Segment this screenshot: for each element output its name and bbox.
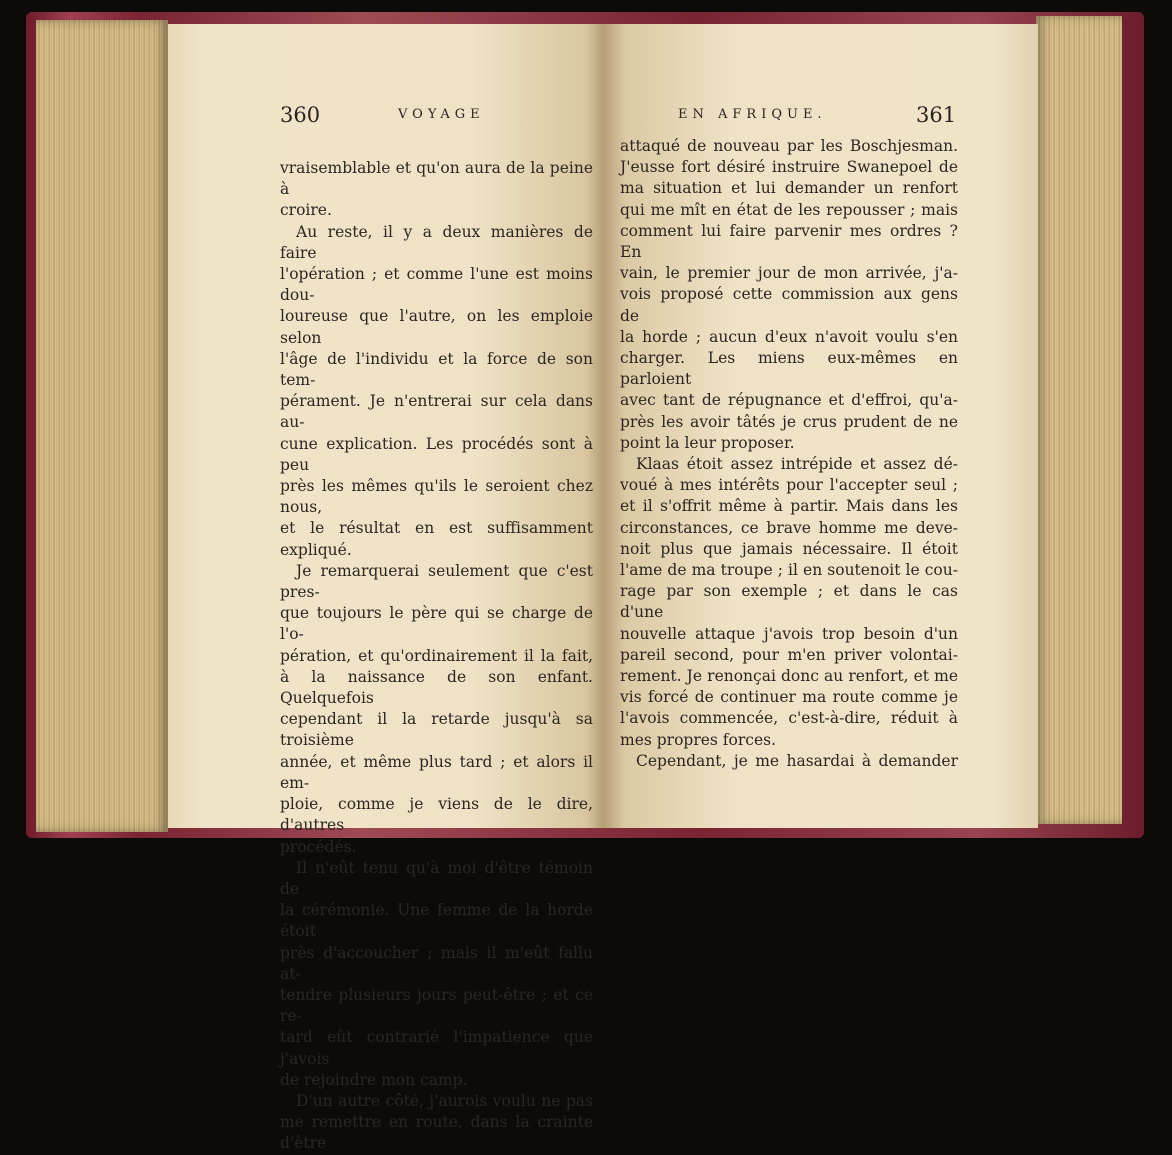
right-page-number: 361: [916, 103, 957, 127]
right-page-header: [620, 103, 958, 131]
text-line: pareil second, pour m'en priver volontai-: [620, 645, 958, 664]
text-line: D'un autre côté, j'aurois voulu ne pas: [296, 1091, 593, 1110]
text-line: procédés.: [280, 837, 357, 856]
text-line: et il s'offrit même à partir. Mais dans les: [620, 497, 958, 516]
text-line: qui me mît en état de les repousser ; mais: [620, 200, 958, 219]
text-line: tard eût contrarié l'impatience que j'avois: [280, 1028, 593, 1068]
text-line: l'avois commencée, c'est-à-dire, réduit à: [620, 709, 958, 728]
text-line: tendre plusieurs jours peut-être ; et ce re-: [280, 985, 593, 1026]
text-line: l'ame de ma troupe ; il en soutenoit le cou-: [620, 561, 958, 580]
text-line: vraisemblable et qu'on aura de la peine à: [280, 159, 593, 199]
text-line: comment lui faire parvenir mes ordres ? En: [620, 221, 958, 262]
text-line: Klaas étoit assez intrépide et assez dé-: [636, 455, 958, 474]
right-page-text: [620, 136, 958, 772]
text-line: point la leur proposer.: [620, 433, 795, 452]
right-page: [604, 24, 1038, 828]
text-line: l'âge de l'individu et la force de son tem-: [280, 349, 593, 390]
text-line: et le résultat en est suffisamment expliqué.: [280, 519, 593, 559]
text-line: nouvelle attaque j'avois trop besoin d'un: [620, 624, 958, 643]
text-line: pération, et qu'ordinairement il la fait,: [280, 646, 593, 665]
left-running-head: VOYAGE: [398, 107, 485, 122]
text-line: charger. Les miens eux-mêmes en parloient: [620, 349, 958, 389]
text-line: à la naissance de son enfant. Quelquefois: [280, 667, 593, 708]
text-line: vain, le premier jour de mon arrivée, j'a-: [620, 264, 958, 283]
text-line: rement. Je renonçai donc au renfort, et me: [620, 667, 958, 686]
text-line: loureuse que l'autre, on les emploie selon: [280, 307, 593, 347]
text-line: ploie, comme je viens de le dire, d'autres: [280, 795, 593, 835]
text-line: vois proposé cette commission aux gens de: [620, 285, 958, 325]
text-line: Au reste, il y a deux manières de faire: [280, 222, 593, 262]
text-line: de rejoindre mon camp.: [280, 1070, 468, 1089]
page-edges-left: [36, 20, 168, 832]
text-line: pérament. Je n'entrerai sur cela dans au-: [280, 392, 593, 432]
text-line: année, et même plus tard ; et alors il em-: [280, 752, 593, 792]
text-line: ma situation et lui demander un renfort: [620, 179, 958, 198]
left-page-number: 360: [280, 103, 321, 127]
text-line: vis forcé de continuer ma route comme je: [620, 688, 958, 707]
left-page: [168, 24, 604, 1153]
text-line: Il n'eût tenu qu'à moi d'être témoin de: [280, 858, 593, 898]
left-page-header: [280, 103, 580, 131]
text-line: Cependant, je me hasardai à demander: [636, 751, 958, 770]
text-line: que toujours le père qui se charge de l'o-: [280, 604, 593, 644]
text-line: avec tant de répugnance et d'effroi, qu'a-: [620, 391, 958, 410]
text-line: la cérémonie. Une femme de la horde étoit: [280, 901, 593, 941]
text-line: me remettre en route, dans la crainte d'être: [280, 1113, 593, 1153]
text-line: Je remarquerai seulement que c'est pres-: [280, 561, 593, 602]
left-page-text: [280, 158, 593, 1155]
text-line: près les avoir tâtés je crus prudent de ne: [620, 412, 958, 431]
text-line: rage par son exemple ; et dans le cas d'une: [620, 582, 958, 622]
text-line: mes propres forces.: [620, 730, 777, 749]
text-line: circonstances, ce brave homme me deve-: [620, 518, 958, 537]
page-edges-right: [1036, 16, 1122, 824]
right-running-head: EN AFRIQUE.: [678, 107, 827, 122]
text-line: près les mêmes qu'ils le seroient chez nous,: [280, 477, 593, 517]
text-line: l'opération ; et comme l'une est moins dou-: [280, 265, 593, 305]
text-line: J'eusse fort désiré instruire Swanepoel de: [620, 158, 958, 177]
text-line: croire.: [280, 201, 332, 220]
text-line: noit plus que jamais nécessaire. Il étoit: [620, 539, 958, 558]
text-line: près d'accoucher ; mais il m'eût fallu at-: [280, 943, 593, 983]
text-line: cune explication. Les procédés sont à peu: [280, 434, 593, 474]
text-line: cependant il la retarde jusqu'à sa troisième: [280, 710, 593, 750]
text-line: la horde ; aucun d'eux n'avoit voulu s'en: [620, 327, 958, 346]
text-line: voué à mes intérêts pour l'accepter seul ;: [620, 476, 958, 495]
text-line: attaqué de nouveau par les Boschjesman.: [620, 137, 958, 155]
